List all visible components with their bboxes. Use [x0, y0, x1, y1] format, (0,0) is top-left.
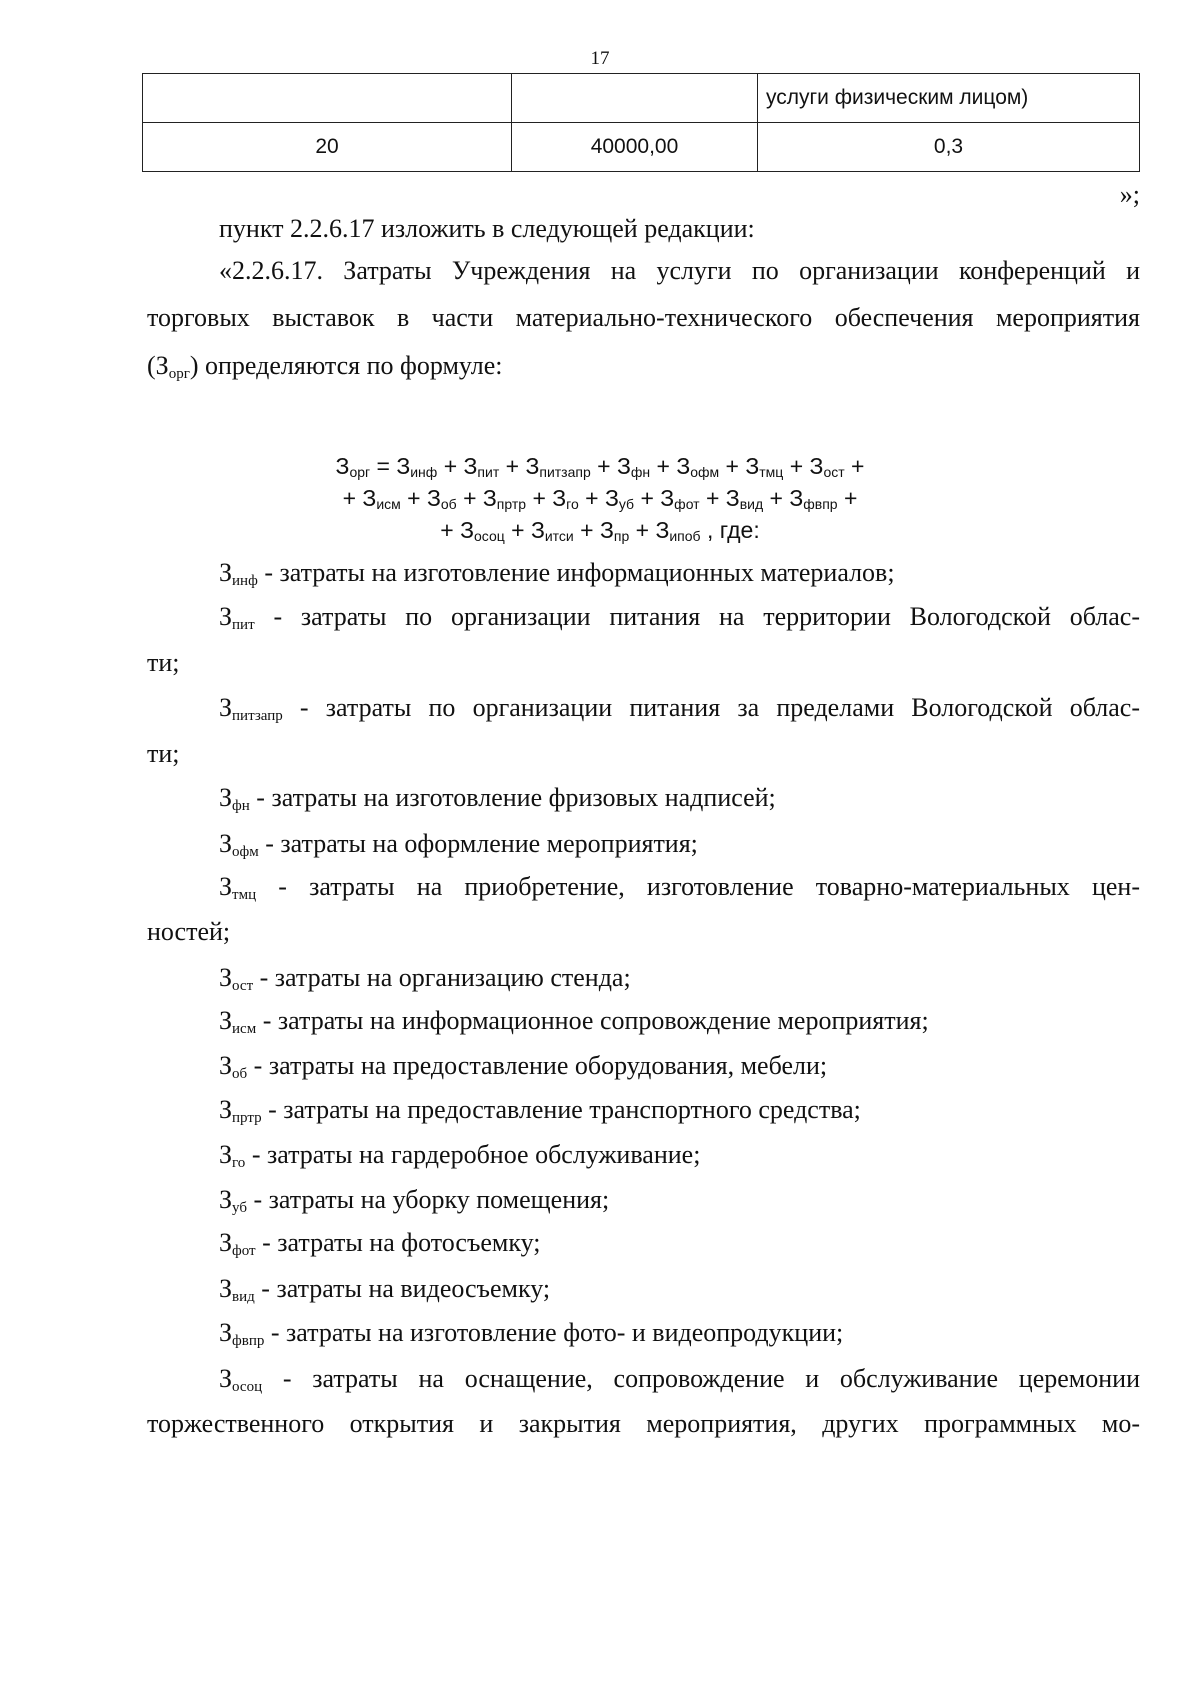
definition-line: [219, 1354, 1140, 1403]
formula-line: [0, 483, 1200, 513]
formula-subscript: итси: [544, 528, 574, 544]
definition-line: [219, 1308, 1140, 1357]
formula-text: + З: [573, 517, 614, 543]
section-text-line: «2.2.6.17. Затраты Учреждения на услуги по организации конференций и: [219, 256, 1140, 285]
symbol-subscript: тмц: [232, 887, 257, 903]
section-text-line: [147, 341, 1140, 390]
formula-text: + З: [526, 485, 567, 511]
formula-text: + З: [499, 453, 540, 479]
definition-line: [219, 548, 1140, 597]
symbol-letter: З: [219, 1274, 233, 1303]
definition-line: [219, 996, 1140, 1045]
definition-text: - затраты по организации питания за пределами Вологодской облас-: [282, 693, 1140, 722]
symbol-subscript: питзапр: [232, 708, 283, 724]
closing-quote: »;: [1119, 180, 1140, 209]
definition-text: - затраты на изготовление фото- и видеопродукции;: [264, 1318, 844, 1347]
symbol-subscript: пит: [232, 617, 255, 633]
formula-line: [0, 451, 1200, 481]
formula-subscript: ост: [823, 464, 845, 480]
formula-text: +: [844, 453, 865, 479]
symbol-letter: З: [219, 872, 233, 901]
symbol-subscript: ост: [232, 978, 254, 994]
section-text-line: торговых выставок в части материально-технического обеспечения мероприятия: [147, 303, 1140, 332]
formula-text: + З: [590, 453, 631, 479]
formula-subscript: осоц: [474, 528, 505, 544]
definition-line: [219, 1130, 1140, 1179]
formula-text: + З: [783, 453, 824, 479]
formula-subscript: фот: [674, 496, 700, 512]
formula-subscript: пр: [613, 528, 630, 544]
definition-text: - затраты на предоставление транспортного средства;: [261, 1095, 861, 1124]
table-cell: 40000,00: [512, 123, 758, 172]
symbol-letter: З: [219, 963, 233, 992]
definition-line: [219, 773, 1140, 822]
formula-text: + З: [634, 485, 675, 511]
formula-text: + З: [400, 485, 441, 511]
definition-line: [219, 953, 1140, 1002]
formula-text: + З: [456, 485, 497, 511]
symbol-text: ) определяются по формуле:: [189, 351, 503, 380]
symbol-subscript: фот: [232, 1243, 256, 1259]
formula-subscript: го: [566, 496, 579, 512]
formula-subscript: вид: [739, 496, 764, 512]
symbol-subscript: фвпр: [232, 1333, 265, 1349]
definition-continuation: ностей;: [147, 917, 231, 946]
formula-text: З: [335, 453, 350, 479]
formula-text: +: [837, 485, 858, 511]
formula-subscript: питзапр: [539, 464, 591, 480]
definition-text: - затраты по организации питания на территории Вологодской облас-: [254, 602, 1140, 631]
formula-text: + З: [763, 485, 804, 511]
definition-text: - затраты на изготовление фризовых надписей;: [249, 783, 776, 812]
table-cell: услуги физическим лицом): [758, 74, 1140, 123]
definition-line: [219, 1085, 1140, 1134]
symbol-letter: З: [219, 602, 233, 631]
formula-text: , где:: [700, 517, 760, 543]
symbol-text: (З: [147, 351, 169, 380]
formula-text: + З: [440, 517, 474, 543]
formula-text: = З: [370, 453, 411, 479]
definition-line: [219, 1264, 1140, 1313]
formula-text: + З: [650, 453, 691, 479]
formula-subscript: фн: [630, 464, 651, 480]
symbol-subscript: исм: [232, 1021, 257, 1037]
formula-subscript: инф: [410, 464, 438, 480]
formula-subscript: офм: [690, 464, 720, 480]
definition-text: - затраты на фотосъемку;: [255, 1228, 541, 1257]
symbol-letter: З: [219, 1095, 233, 1124]
symbol-subscript: уб: [232, 1200, 247, 1216]
definition-text: - затраты на уборку помещения;: [246, 1185, 610, 1214]
formula-text: + З: [578, 485, 619, 511]
symbol-letter: З: [219, 558, 233, 587]
item-intro: пункт 2.2.6.17 изложить в следующей редакции:: [219, 214, 755, 243]
formula-subscript: пртр: [496, 496, 527, 512]
symbol-letter: З: [219, 1364, 233, 1393]
symbol-subscript: орг: [168, 366, 190, 382]
symbol-letter: З: [219, 1228, 233, 1257]
symbol-letter: З: [219, 783, 233, 812]
symbol-letter: З: [219, 1318, 233, 1347]
definition-text: - затраты на гардеробное обслуживание;: [245, 1140, 701, 1169]
symbol-letter: З: [219, 693, 233, 722]
formula-subscript: фвпр: [803, 496, 838, 512]
definition-continuation: ти;: [147, 648, 180, 677]
symbol-subscript: офм: [232, 844, 259, 860]
formula-subscript: орг: [349, 464, 371, 480]
symbol-letter: З: [219, 1051, 233, 1080]
formula-subscript: исм: [376, 496, 401, 512]
table-cell: 20: [143, 123, 512, 172]
definition-continuation: ти;: [147, 739, 180, 768]
definition-line: [219, 1175, 1140, 1224]
table-cell: 0,3: [758, 123, 1140, 172]
symbol-subscript: пртр: [232, 1110, 262, 1126]
symbol-subscript: об: [232, 1066, 248, 1082]
definition-text: - затраты на видеосъемку;: [254, 1274, 551, 1303]
formula-line: [0, 515, 1200, 545]
definition-text: - затраты на приобретение, изготовление товарно-материальных цен-: [256, 872, 1140, 901]
definition-line: [219, 862, 1140, 911]
definition-line: [219, 1041, 1140, 1090]
definition-text: - затраты на изготовление информационных материалов;: [257, 558, 895, 587]
definition-text: - затраты на оснащение, сопровождение и обслуживание церемонии: [262, 1364, 1140, 1393]
symbol-subscript: го: [232, 1155, 246, 1171]
definition-line: [219, 592, 1140, 641]
definition-text: - затраты на оформление мероприятия;: [258, 829, 698, 858]
symbol-subscript: осоц: [232, 1379, 263, 1395]
table-row: [143, 74, 1140, 123]
table-cell: [512, 74, 758, 123]
table-row: [143, 123, 1140, 172]
formula-text: + З: [504, 517, 545, 543]
table-cell: [143, 74, 512, 123]
formula-text: + З: [629, 517, 670, 543]
definition-line: [219, 819, 1140, 868]
definition-text: - затраты на организацию стенда;: [253, 963, 631, 992]
symbol-letter: З: [219, 829, 233, 858]
page-number: 17: [590, 48, 610, 69]
definition-line: [219, 683, 1140, 732]
definition-continuation: торжественного открытия и закрытия мероприятия, других программных мо-: [147, 1409, 1140, 1438]
formula-text: + З: [342, 485, 377, 511]
symbol-subscript: фн: [232, 798, 250, 814]
definition-line: [219, 1218, 1140, 1267]
symbol-subscript: инф: [232, 573, 258, 589]
formula-subscript: тмц: [759, 464, 784, 480]
formula-subscript: об: [440, 496, 457, 512]
formula-subscript: пит: [477, 464, 500, 480]
symbol-letter: З: [219, 1006, 233, 1035]
symbol-letter: З: [219, 1185, 233, 1214]
symbol-subscript: вид: [232, 1289, 255, 1305]
definition-text: - затраты на предоставление оборудования, мебели;: [247, 1051, 828, 1080]
definition-text: - затраты на информационное сопровождение мероприятия;: [256, 1006, 929, 1035]
continued-table: [142, 73, 1140, 172]
formula-subscript: уб: [618, 496, 635, 512]
formula-text: + З: [437, 453, 478, 479]
formula-subscript: ипоб: [669, 528, 701, 544]
formula-text: + З: [719, 453, 760, 479]
symbol-letter: З: [219, 1140, 233, 1169]
formula-text: + З: [699, 485, 740, 511]
